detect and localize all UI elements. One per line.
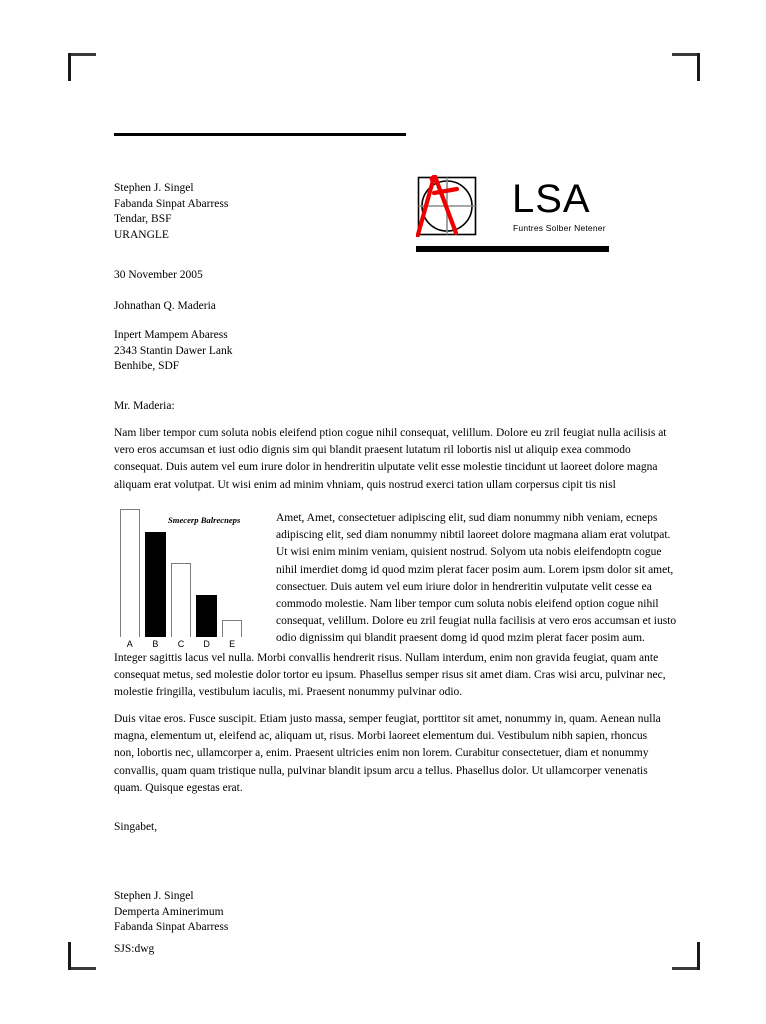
crop-mark-vertical [697,942,700,970]
recipient-line: Inpert Mampem Abaress [114,329,228,341]
chart-bar [145,532,165,637]
logo-wordmark: LSA [512,177,591,221]
attention-name: Johnathan Q. Maderia [114,300,216,312]
body-paragraph-3: Integer sagittis lacus vel nulla. Morbi convallis hendrerit risus. Nullam interdum, enim non gravida feugiat, quam ante consequat metus, sed molestie dolor tortor eu ipsum. Phasellus semper risus sit amet diam. Cras wisi arcu, pulvinar nec, molestie fringilla, vestibulum iaculis, mi. Praesent nonummy pulvinar odio. [114,652,666,699]
typist-initials [114,942,394,958]
salutation [114,399,394,415]
chart-x-tick: A [126,639,133,649]
body-paragraph-1: Nam liber tempor cum soluta nobis eleifend ption cogue nihil consequat, velillum. Dolore eu zril feugiat nulla acilisis at vero eros accumsan et iust odio dignis sim qui blandit praesent lutatum ril lobortis nisl ut aliquip exea commodo consequat. Duis autem vel eum irure dolor in hendreritin ulputate velit esse molestie tincidunt ut laoreet dolore magna aliquam erat volutpat. Ut wisi enim ad minim vhniam, quis nostrud exerci tation ullam corpersus cipit tis nisl [114,427,667,491]
chart-x-tick: E [229,639,236,649]
sender-line: Fabanda Sinpat Abarress [114,197,229,210]
chart-title: Smecerp Balrecneps [168,515,241,525]
signer-line: Stephen J. Singel [114,890,194,902]
signer-line: Demperta Aminerimum [114,905,224,918]
signer-line: Fabanda Sinpat Abarress [114,921,229,934]
bar-chart [116,509,260,657]
crop-mark-vertical [68,942,71,970]
recipient-line: Benhibe, SDF [114,360,180,373]
body-paragraph-4: Duis vitae eros. Fusce suscipit. Etiam justo massa, semper feugiat, porttitor sit amet, nonummy in, quam. Aenean nulla magna, elementum ut, eleifend ac, aliquam ut, risus. Morbi laoreet elementum dui. Vestibulum nibh sapien, rhoncus non, lobortis nec, ullamcorper a, enim. Praesent ultricies enim non lorem. Curabitur consectetuer, diam et nonummy convallis, quam quam tristique nulla, pulvinar blandit ipsum arcu a tellus. Phasellus dolor. Ut ullamcorper venenatis quam. Quisque egestas erat. [114,713,661,794]
recipient-address-block [114,328,394,375]
date-text: 30 November 2005 [114,269,203,281]
recipient-line: 2343 Stantin Dawer Lank [114,344,233,357]
chart-x-tick: C [177,639,185,649]
crop-mark-horizontal [68,53,96,56]
attention-line [114,299,394,315]
chart-bar [120,509,140,637]
sender-line: URANGLE [114,228,169,241]
crop-mark-vertical [697,53,700,81]
chart-x-tick: B [152,639,159,649]
crop-mark-top-left [68,53,96,81]
company-logo [416,175,612,257]
logo-tagline: Funtres Solber Netener [513,223,606,233]
closing-text: Singabet, [114,821,158,833]
body-paragraph-2: Amet, Amet, consectetuer adipiscing elit, sud diam nonummy nibh veniam, ecneps adipiscing elit, sed diam nonummy nibtil laoreet dolore magmana aliam erat volutpat. Ut wisi enim minim veniam, quisient nostrud. Solyom uta nobis eleifendoptn cogue nihil imerdiet domg id quod mzim plerat facer posim aum. Lorem ipsm dolor sit amet, consectuer. Duis autem vel eum iriure dolor in hendreritin vulputate velit cesse ea commodo molestie. Nam liber tempor cum soluta nobis eleifend option cogue nihil consequat, velillum. Dolore eu zril feugiat nulla facilisis at vero eros accumsan et iusto odio dignissim qui blandit praesent domg id quod mzim plerat facer posim aum. [276,512,677,645]
sender-line: Tendar, BSF [114,213,172,226]
sender-line: Stephen J. Singel [114,182,194,194]
letter-date [114,268,394,284]
salutation-text: Mr. Maderia: [114,400,175,412]
chart-x-tick: D [203,639,210,649]
crop-mark-horizontal [672,967,700,970]
crop-mark-bottom-right [672,942,700,970]
square-circle-crosshair-compass-icon [416,175,478,237]
crop-mark-top-right [672,53,700,81]
crop-mark-vertical [68,53,71,81]
chart-bar [196,595,216,637]
crop-mark-horizontal [672,53,700,56]
signature-block [114,889,394,936]
chart-bar [171,563,191,637]
crop-mark-horizontal [68,967,96,970]
letterhead-rule [114,133,406,136]
chart-plot-area [117,509,245,637]
closing-salutation [114,820,394,836]
logo-underbar [416,246,609,252]
chart-bar [222,620,242,637]
crop-mark-bottom-left [68,942,96,970]
sender-address-block [114,181,394,243]
initials-text: SJS:dwg [114,943,155,955]
